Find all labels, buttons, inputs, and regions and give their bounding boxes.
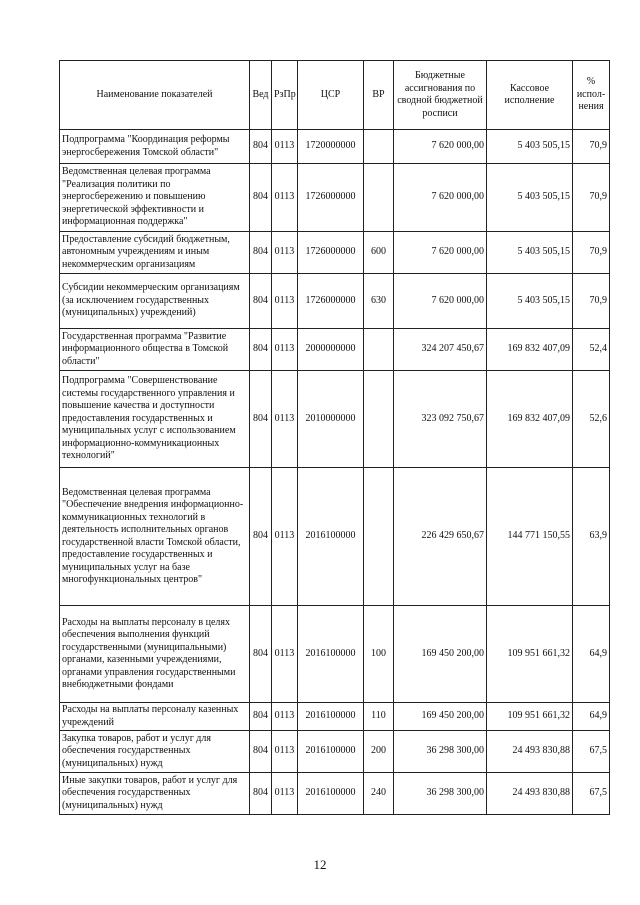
cell-budget: 323 092 750,67 — [394, 371, 487, 468]
cell-ved: 804 — [250, 773, 272, 815]
cell-ved: 804 — [250, 703, 272, 731]
cell-cash: 144 771 150,55 — [487, 468, 573, 606]
cell-vr — [364, 371, 394, 468]
header-budget: Бюджетные ассигнования по сводной бюджетной росписи — [394, 61, 487, 130]
table-row — [60, 773, 610, 815]
cell-rzpr: 0113 — [272, 606, 298, 703]
cell-name: Закупка товаров, работ и услуг для обеспечения государственных (муниципальных) нужд — [60, 731, 250, 773]
cell-budget: 169 450 200,00 — [394, 703, 487, 731]
header-percent: % испол-нения — [573, 61, 610, 130]
cell-budget: 7 620 000,00 — [394, 232, 487, 274]
header-rzpr: РзПр — [272, 61, 298, 130]
table-row — [60, 731, 610, 773]
cell-rzpr: 0113 — [272, 164, 298, 232]
cell-name: Расходы на выплаты персоналу в целях обеспечения выполнения функций государственными (муниципальными) органами, казенными учреждениями, органами управления государственными внебюджетными фондами — [60, 606, 250, 703]
cell-ved: 804 — [250, 371, 272, 468]
cell-percent: 70,9 — [573, 164, 610, 232]
cell-vr — [364, 468, 394, 606]
cell-budget: 226 429 650,67 — [394, 468, 487, 606]
cell-vr: 110 — [364, 703, 394, 731]
cell-cash: 169 832 407,09 — [487, 329, 573, 371]
cell-csr: 1726000000 — [298, 274, 364, 329]
table-row — [60, 371, 610, 468]
cell-budget: 169 450 200,00 — [394, 606, 487, 703]
cell-ved: 804 — [250, 164, 272, 232]
cell-csr: 1726000000 — [298, 232, 364, 274]
cell-name: Расходы на выплаты персоналу казенных учреждений — [60, 703, 250, 731]
cell-ved: 804 — [250, 731, 272, 773]
table-row — [60, 329, 610, 371]
cell-name: Субсидии некоммерческим организациям (за исключением государственных (муниципальных) учреждений) — [60, 274, 250, 329]
table-row — [60, 130, 610, 164]
table-row — [60, 232, 610, 274]
table-row — [60, 468, 610, 606]
cell-name: Ведомственная целевая программа "Реализация политики по энергосбережению и повышению энергетической эффективности и информационная поддержка" — [60, 164, 250, 232]
cell-ved: 804 — [250, 468, 272, 606]
cell-budget: 324 207 450,67 — [394, 329, 487, 371]
cell-cash: 5 403 505,15 — [487, 164, 573, 232]
cell-rzpr: 0113 — [272, 731, 298, 773]
cell-rzpr: 0113 — [272, 274, 298, 329]
cell-rzpr: 0113 — [272, 232, 298, 274]
cell-cash: 5 403 505,15 — [487, 274, 573, 329]
cell-cash: 24 493 830,88 — [487, 731, 573, 773]
cell-name: Ведомственная целевая программа "Обеспечение внедрения информационно-коммуникационных технологий в деятельность исполнительных органов государственной власти Томской области, предоставление государственных и муниципальных услуг на базе многофункциональных центров" — [60, 468, 250, 606]
cell-percent: 70,9 — [573, 232, 610, 274]
cell-percent: 64,9 — [573, 606, 610, 703]
cell-cash: 5 403 505,15 — [487, 232, 573, 274]
cell-vr: 240 — [364, 773, 394, 815]
cell-vr — [364, 164, 394, 232]
cell-rzpr: 0113 — [272, 773, 298, 815]
cell-name: Подпрограмма "Совершенствование системы государственного управления и повышение качества и доступности предоставления государственных и муниципальных услуг с использованием информационно-коммуникационных технологий" — [60, 371, 250, 468]
cell-csr: 2000000000 — [298, 329, 364, 371]
cell-budget: 7 620 000,00 — [394, 130, 487, 164]
cell-budget: 36 298 300,00 — [394, 731, 487, 773]
cell-budget: 7 620 000,00 — [394, 274, 487, 329]
header-cash: Кассовое исполнение — [487, 61, 573, 130]
cell-vr — [364, 329, 394, 371]
cell-percent: 67,5 — [573, 773, 610, 815]
header-name: Наименование показателей — [60, 61, 250, 130]
cell-ved: 804 — [250, 232, 272, 274]
cell-percent: 67,5 — [573, 731, 610, 773]
cell-csr: 2010000000 — [298, 371, 364, 468]
cell-cash: 24 493 830,88 — [487, 773, 573, 815]
cell-vr: 100 — [364, 606, 394, 703]
cell-cash: 169 832 407,09 — [487, 371, 573, 468]
cell-cash: 109 951 661,32 — [487, 606, 573, 703]
cell-cash: 5 403 505,15 — [487, 130, 573, 164]
table-row — [60, 606, 610, 703]
cell-name: Государственная программа "Развитие информационного общества в Томской области" — [60, 329, 250, 371]
cell-name: Предоставление субсидий бюджетным, автономным учреждениям и иным некоммерческим организациям — [60, 232, 250, 274]
cell-csr: 2016100000 — [298, 468, 364, 606]
cell-rzpr: 0113 — [272, 371, 298, 468]
cell-rzpr: 0113 — [272, 329, 298, 371]
cell-csr: 1720000000 — [298, 130, 364, 164]
table-row — [60, 164, 610, 232]
cell-csr: 2016100000 — [298, 731, 364, 773]
header-vr: ВР — [364, 61, 394, 130]
cell-ved: 804 — [250, 329, 272, 371]
cell-name: Подпрограмма "Координация реформы энергосбережения Томской области" — [60, 130, 250, 164]
cell-ved: 804 — [250, 274, 272, 329]
table-body — [60, 130, 610, 815]
cell-rzpr: 0113 — [272, 468, 298, 606]
cell-vr — [364, 130, 394, 164]
table-row — [60, 274, 610, 329]
cell-percent: 70,9 — [573, 130, 610, 164]
header-csr: ЦСР — [298, 61, 364, 130]
cell-rzpr: 0113 — [272, 703, 298, 731]
cell-rzpr: 0113 — [272, 130, 298, 164]
cell-ved: 804 — [250, 130, 272, 164]
cell-percent: 70,9 — [573, 274, 610, 329]
cell-budget: 36 298 300,00 — [394, 773, 487, 815]
cell-budget: 7 620 000,00 — [394, 164, 487, 232]
budget-table — [59, 60, 610, 815]
cell-vr: 600 — [364, 232, 394, 274]
cell-csr: 2016100000 — [298, 773, 364, 815]
cell-cash: 109 951 661,32 — [487, 703, 573, 731]
cell-csr: 1726000000 — [298, 164, 364, 232]
table-header — [60, 61, 610, 130]
cell-percent: 64,9 — [573, 703, 610, 731]
cell-percent: 52,6 — [573, 371, 610, 468]
page-number: 12 — [313, 857, 327, 872]
cell-csr: 2016100000 — [298, 703, 364, 731]
cell-vr: 630 — [364, 274, 394, 329]
cell-csr: 2016100000 — [298, 606, 364, 703]
cell-percent: 63,9 — [573, 468, 610, 606]
cell-vr: 200 — [364, 731, 394, 773]
cell-percent: 52,4 — [573, 329, 610, 371]
cell-ved: 804 — [250, 606, 272, 703]
cell-name: Иные закупки товаров, работ и услуг для обеспечения государственных (муниципальных) нужд — [60, 773, 250, 815]
header-ved: Вед — [250, 61, 272, 130]
table-row — [60, 703, 610, 731]
